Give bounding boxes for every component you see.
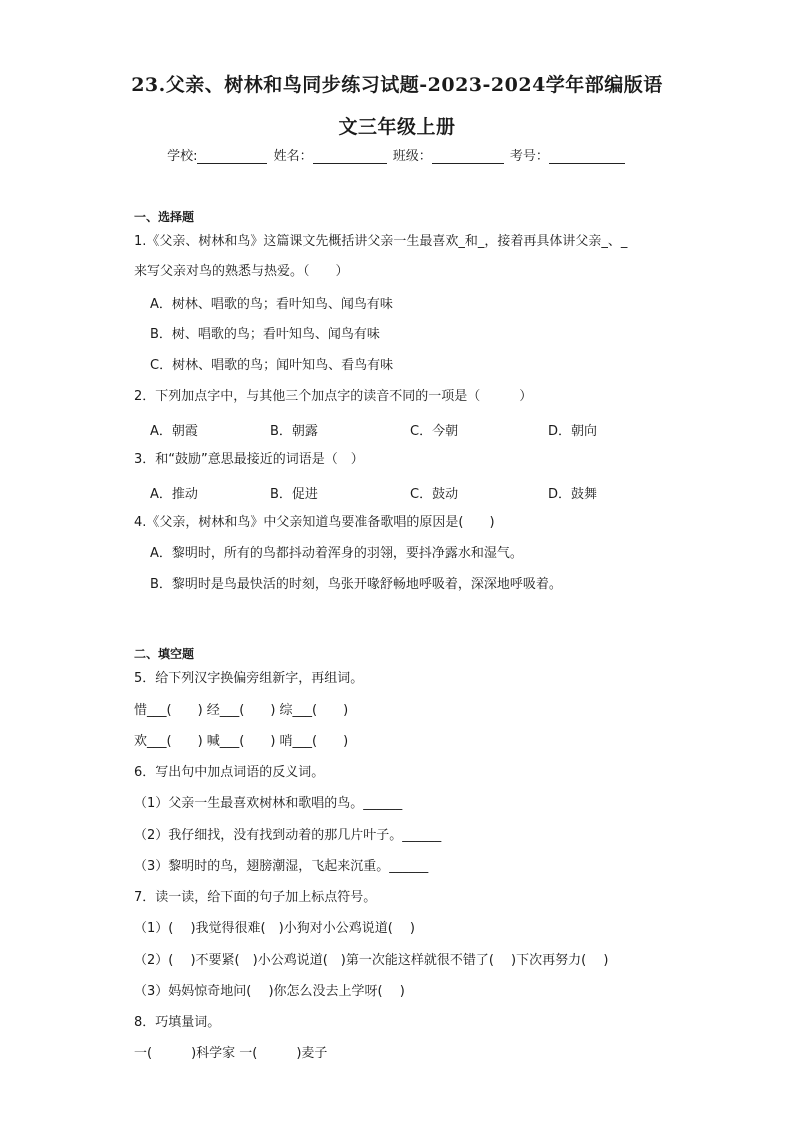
q2-stem: 2．下列加点字中，与其他三个加点字的读音不同的一项是（ ） — [134, 389, 533, 404]
q7-sentence-3[interactable]: （3）妈妈惊奇地问( )你怎么没去上学呀( ) — [134, 984, 405, 999]
document-title-line1: 23.父亲、树林和鸟同步练习试题-2023-2024学年部编版语 — [131, 74, 663, 96]
q3-option-b[interactable]: B．促进 — [270, 487, 318, 502]
q6-stem: 6．写出句中加点词语的反义词。 — [134, 765, 325, 780]
q1-stem-line2: 来写父亲对鸟的熟悉与热爱。（ ） — [134, 264, 349, 279]
q5-row2[interactable]: 欢___( ) 喊___( ) 哨___( ) — [134, 734, 349, 749]
name-label: 姓名： — [273, 149, 313, 164]
number-label: 考号： — [509, 149, 549, 164]
section-heading-fill: 二、填空题 — [134, 647, 195, 661]
q1-option-a[interactable]: A．树林、唱歌的鸟；看叶知鸟、闻鸟有味 — [150, 297, 393, 312]
name-field[interactable] — [313, 149, 387, 164]
q3-option-d[interactable]: D．鼓舞 — [548, 487, 598, 502]
q1-stem-line1: 1.《父亲、树林和鸟》这篇课文先概括讲父亲一生最喜欢_和_，接着再具体讲父亲_、_ — [134, 234, 628, 249]
class-field[interactable] — [432, 149, 504, 164]
q3-stem: 3．和“鼓励”意思最接近的词语是（ ） — [134, 452, 364, 467]
q8-stem: 8．巧填量词。 — [134, 1015, 221, 1030]
q2-option-b[interactable]: B．朝露 — [270, 424, 318, 439]
q4-option-a[interactable]: A．黎明时，所有的鸟都抖动着浑身的羽翎，要抖净露水和湿气。 — [150, 546, 523, 561]
q5-row1[interactable]: 惜___( ) 经___( ) 综___( ) — [134, 703, 349, 718]
q4-stem: 4.《父亲，树林和鸟》中父亲知道鸟要准备歌唱的原因是( ) — [134, 515, 495, 530]
class-label: 班级： — [392, 149, 432, 164]
section-heading-choice: 一、选择题 — [134, 210, 195, 224]
q7-sentence-1[interactable]: （1）( )我觉得很难( )小狗对小公鸡说道( ) — [134, 921, 415, 936]
q6-sentence-2[interactable]: （2）我仔细找，没有找到动着的那几片叶子。______ — [134, 828, 442, 843]
document-title-line2: 文三年级上册 — [338, 116, 456, 138]
number-field[interactable] — [549, 149, 625, 164]
q6-sentence-3[interactable]: （3）黎明时的鸟，翅膀潮湿，飞起来沉重。______ — [134, 859, 429, 874]
q8-row[interactable]: 一( )科学家 一( )麦子 — [134, 1046, 328, 1061]
q2-option-a[interactable]: A．朝霞 — [150, 424, 198, 439]
q1-option-c[interactable]: C．树林、唱歌的鸟；闻叶知鸟、看鸟有味 — [150, 358, 394, 373]
q7-stem: 7．读一读，给下面的句子加上标点符号。 — [134, 890, 377, 905]
q7-sentence-2[interactable]: （2）( )不要紧( )小公鸡说道( )第一次能这样就很不错了( )下次再努力( ) — [134, 953, 609, 968]
q4-option-b[interactable]: B．黎明时是鸟最快活的时刻，鸟张开喙舒畅地呼吸着，深深地呼吸着。 — [150, 577, 562, 592]
q3-option-c[interactable]: C．鼓动 — [410, 487, 459, 502]
school-label: 学校: — [167, 149, 198, 164]
school-field[interactable] — [197, 149, 267, 164]
student-info-row — [0, 145, 794, 164]
q6-sentence-1[interactable]: （1）父亲一生最喜欢树林和歌唱的鸟。______ — [134, 796, 403, 811]
q5-stem: 5．给下列汉字换偏旁组新字，再组词。 — [134, 671, 364, 686]
q1-option-b[interactable]: B．树、唱歌的鸟；看叶知鸟、闻鸟有味 — [150, 327, 380, 342]
q2-option-d[interactable]: D．朝向 — [548, 424, 598, 439]
q2-option-c[interactable]: C．今朝 — [410, 424, 459, 439]
q3-option-a[interactable]: A．推动 — [150, 487, 198, 502]
